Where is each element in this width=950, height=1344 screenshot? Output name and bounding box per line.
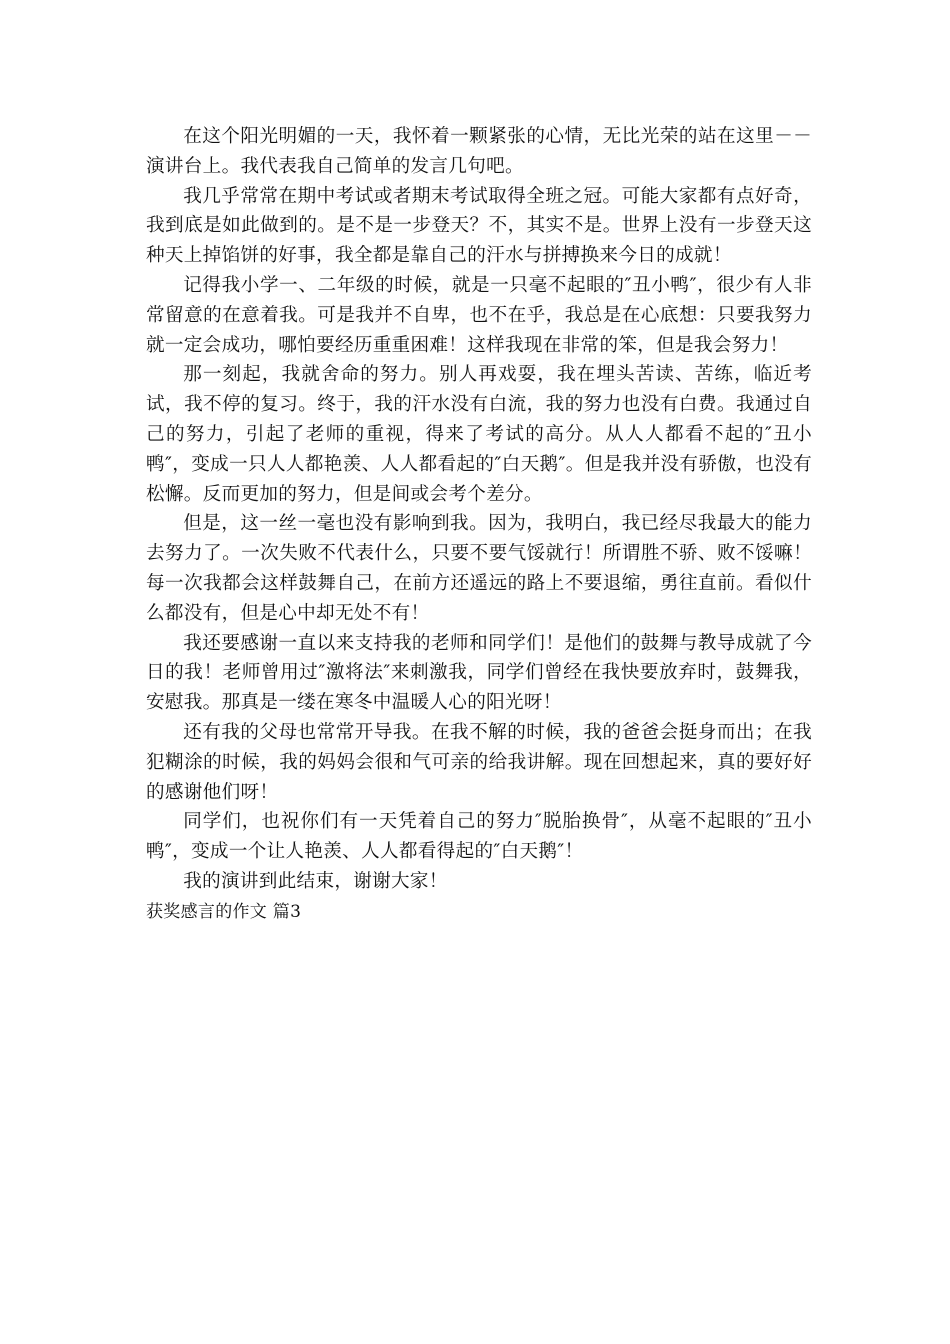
paragraph-closing: 我的演讲到此结束，谢谢大家！ — [183, 870, 448, 892]
paragraph-no-discouragement: 但是，这一丝一毫也没有影响到我。因为，我明白，我已经尽我最大的能力去努力了。一次失败不代表什么，只要不要气馁就行！所谓胜不骄、败不馁嘛！每一次我都会这样鼓舞自己，在前方还遥远的路上不要退缩，勇往直前。看似什么都没有，但是心中却无处不有！ — [146, 513, 812, 624]
paragraph-exam-results: 我几乎常常在期中考试或者期末考试取得全班之冠。可能大家都有点好奇，我到底是如此做到的。是不是一步登天？不，其实不是。世界上没有一步登天这种天上掉馅饼的好事，我全都是靠自己的汗水与拼搏换来今日的成就！ — [146, 185, 812, 267]
paragraph-thanks-teachers: 我还要感谢一直以来支持我的老师和同学们！是他们的鼓舞与教导成就了今日的我！老师曾用过″激将法″来刺激我，同学们曾经在我快要放弃时，鼓舞我，安慰我。那真是一缕在寒冬中温暖人心的阳光呀！ — [146, 632, 812, 714]
paragraph-hard-work: 那一刻起，我就舍命的努力。别人再戏耍，我在埋头苦读、苦练，临近考试，我不停的复习。终于，我的汗水没有白流，我的努力也没有白费。我通过自己的努力，引起了老师的重视，得来了考试的高分。从人人都看不起的″丑小鸭″，变成一只人人都艳羡、人人都看起的″白天鹅″。但是我并没有骄傲，也没有松懈。反而更加的努力，但是间或会考个差分。 — [146, 364, 812, 505]
paragraph-thanks-parents: 还有我的父母也常常开导我。在我不解的时候，我的爸爸会挺身而出；在我犯糊涂的时候，我的妈妈会很和气可亲的给我讲解。现在回想起来，真的要好好的感谢他们呀！ — [146, 721, 812, 803]
section-heading: 获奖感言的作文 篇3 — [146, 901, 302, 922]
paragraph-opening: 在这个阳光明媚的一天，我怀着一颗紧张的心情，无比光荣的站在这里－－演讲台上。我代表我自己简单的发言几句吧。 — [146, 126, 812, 177]
paragraph-wish-classmates: 同学们，也祝你们有一天凭着自己的努力″脱胎换骨″，从毫不起眼的″丑小鸭″，变成一个让人艳羡、人人都看得起的″白天鹅″！ — [146, 811, 812, 863]
document-page — [146, 122, 812, 927]
paragraph-ugly-duckling: 记得我小学一、二年级的时候，就是一只毫不起眼的″丑小鸭″，很少有人非常留意的在意着我。可是我并不自卑，也不在乎，我总是在心底想：只要我努力就一定会成功，哪怕要经历重重困难！这样我现在非常的笨，但是我会努力！ — [146, 274, 812, 356]
